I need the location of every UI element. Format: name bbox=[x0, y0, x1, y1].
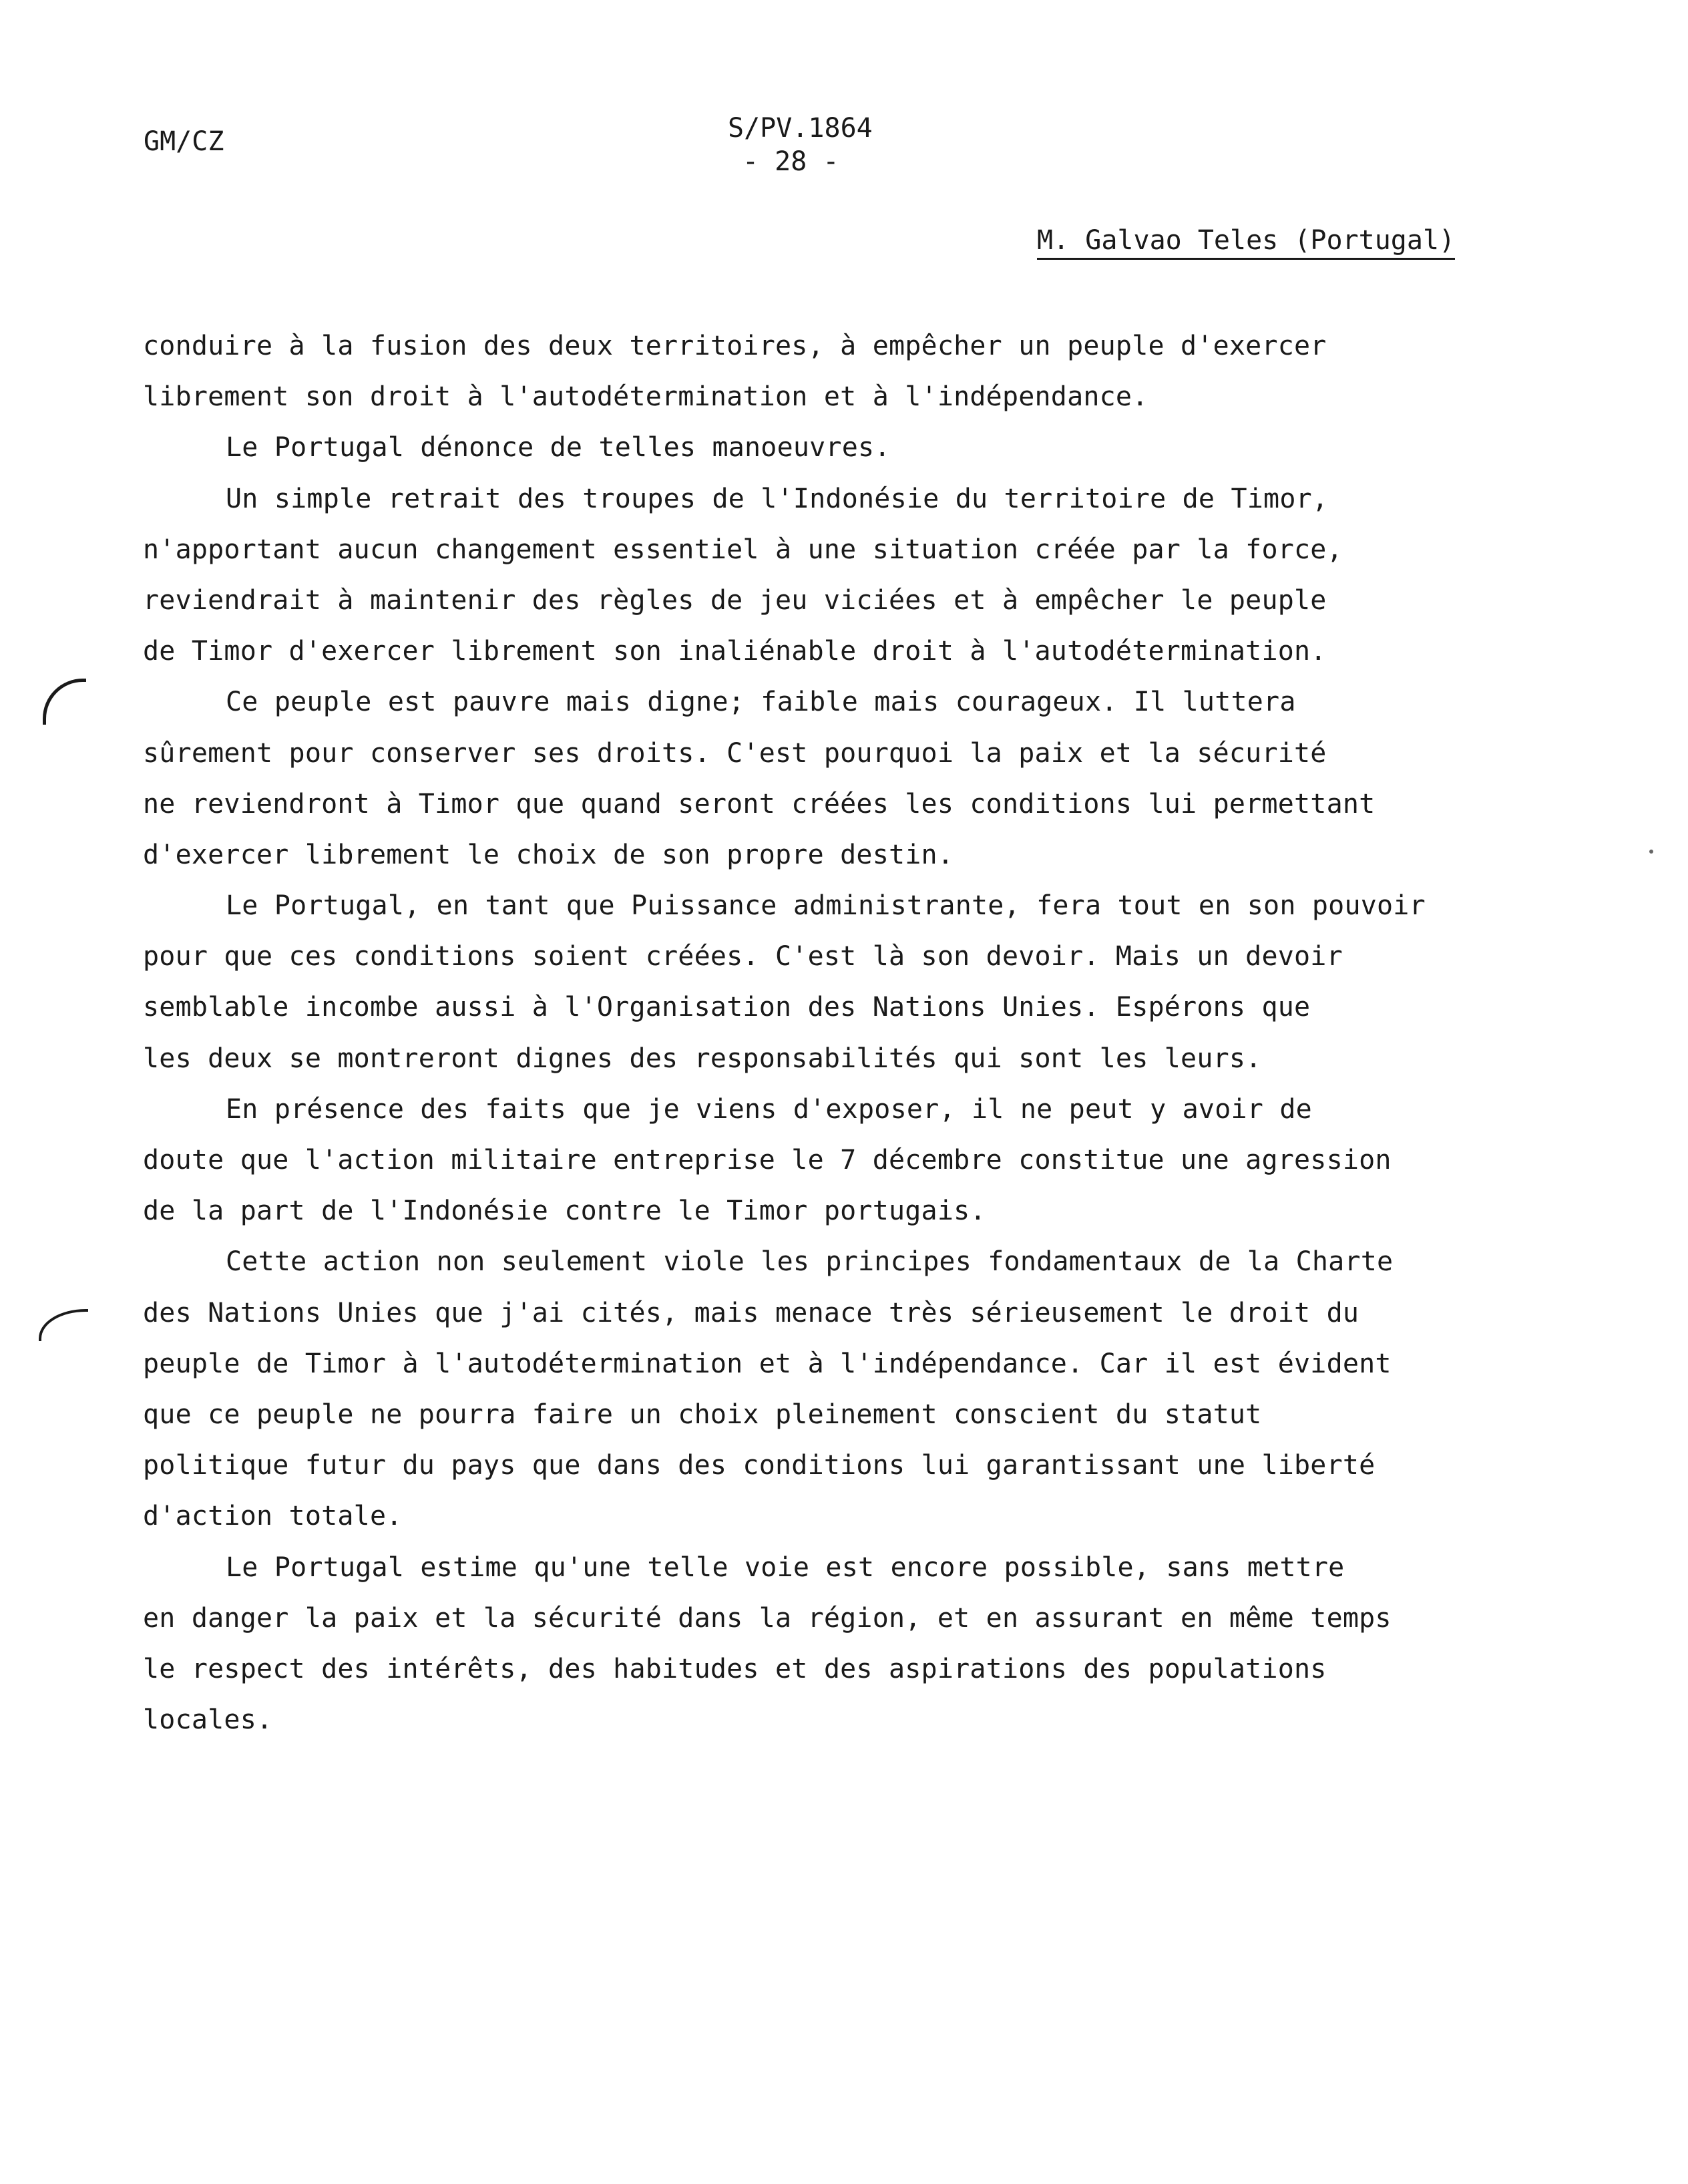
text-line: de la part de l'Indonésie contre le Timor portugais. bbox=[143, 1196, 986, 1227]
text-line: Cette action non seulement viole les principes fondamentaux de la Charte bbox=[226, 1246, 1394, 1278]
text-line: sûrement pour conserver ses droits. C'est pourquoi la paix et la sécurité bbox=[143, 737, 1327, 769]
text-line: le respect des intérêts, des habitudes et des aspirations des populations bbox=[143, 1653, 1327, 1684]
text-line: d'exercer librement le choix de son propre destin. bbox=[143, 839, 954, 870]
text-line: que ce peuple ne pourra faire un choix pleinement conscient du statut bbox=[143, 1399, 1262, 1430]
text-line: En présence des faits que je viens d'exposer, il ne peut y avoir de bbox=[226, 1093, 1312, 1125]
text-line: Le Portugal, en tant que Puissance administrante, fera tout en son pouvoir bbox=[226, 890, 1426, 922]
margin-bracket-mark bbox=[39, 1309, 88, 1341]
text-line: d'action totale. bbox=[143, 1501, 403, 1532]
text-line: librement son droit à l'autodétermination et à l'indépendance. bbox=[143, 381, 1148, 413]
speaker-heading: M. Galvao Teles (Portugal) bbox=[1037, 224, 1455, 260]
text-line: Le Portugal dénonce de telles manoeuvres. bbox=[226, 432, 891, 464]
body-text bbox=[143, 321, 1518, 1745]
text-line: politique futur du pays que dans des conditions lui garantissant une liberté bbox=[143, 1450, 1376, 1481]
text-line: en danger la paix et la sécurité dans la région, et en assurant en même temps bbox=[143, 1602, 1392, 1634]
text-line: Un simple retrait des troupes de l'Indonésie du territoire de Timor, bbox=[226, 483, 1329, 514]
text-line: reviendrait à maintenir des règles de jeu viciées et à empêcher le peuple bbox=[143, 584, 1327, 616]
document-code: GM/CZ bbox=[144, 126, 224, 157]
document-symbol: S/PV.1864 bbox=[728, 113, 873, 144]
page-number: - 28 - bbox=[743, 146, 839, 177]
text-line: des Nations Unies que j'ai cités, mais menace très sérieusement le droit du bbox=[143, 1297, 1359, 1328]
text-line: semblable incombe aussi à l'Organisation des Nations Unies. Espérons que bbox=[143, 992, 1311, 1023]
text-line: n'apportant aucun changement essentiel à une situation créée par la force, bbox=[143, 534, 1343, 565]
text-line: pour que ces conditions soient créées. C'est là son devoir. Mais un devoir bbox=[143, 941, 1343, 972]
text-line: Ce peuple est pauvre mais digne; faible mais courageux. Il luttera bbox=[226, 687, 1296, 718]
text-line: locales. bbox=[143, 1704, 273, 1736]
scan-speck bbox=[1649, 850, 1653, 854]
text-line: conduire à la fusion des deux territoires, à empêcher un peuple d'exercer bbox=[143, 331, 1327, 361]
text-line: de Timor d'exercer librement son inaliénable droit à l'autodétermination. bbox=[143, 636, 1327, 667]
text-line: les deux se montreront dignes des responsabilités qui sont les leurs. bbox=[143, 1043, 1262, 1074]
text-line: ne reviendront à Timor que quand seront créées les conditions lui permettant bbox=[143, 788, 1376, 820]
text-line: doute que l'action militaire entreprise le 7 décembre constitue une agression bbox=[143, 1145, 1392, 1175]
text-line: peuple de Timor à l'autodétermination et à l'indépendance. Car il est évident bbox=[143, 1348, 1392, 1379]
margin-bracket-mark bbox=[43, 679, 86, 725]
text-line: Le Portugal estime qu'une telle voie est encore possible, sans mettre bbox=[226, 1552, 1345, 1583]
